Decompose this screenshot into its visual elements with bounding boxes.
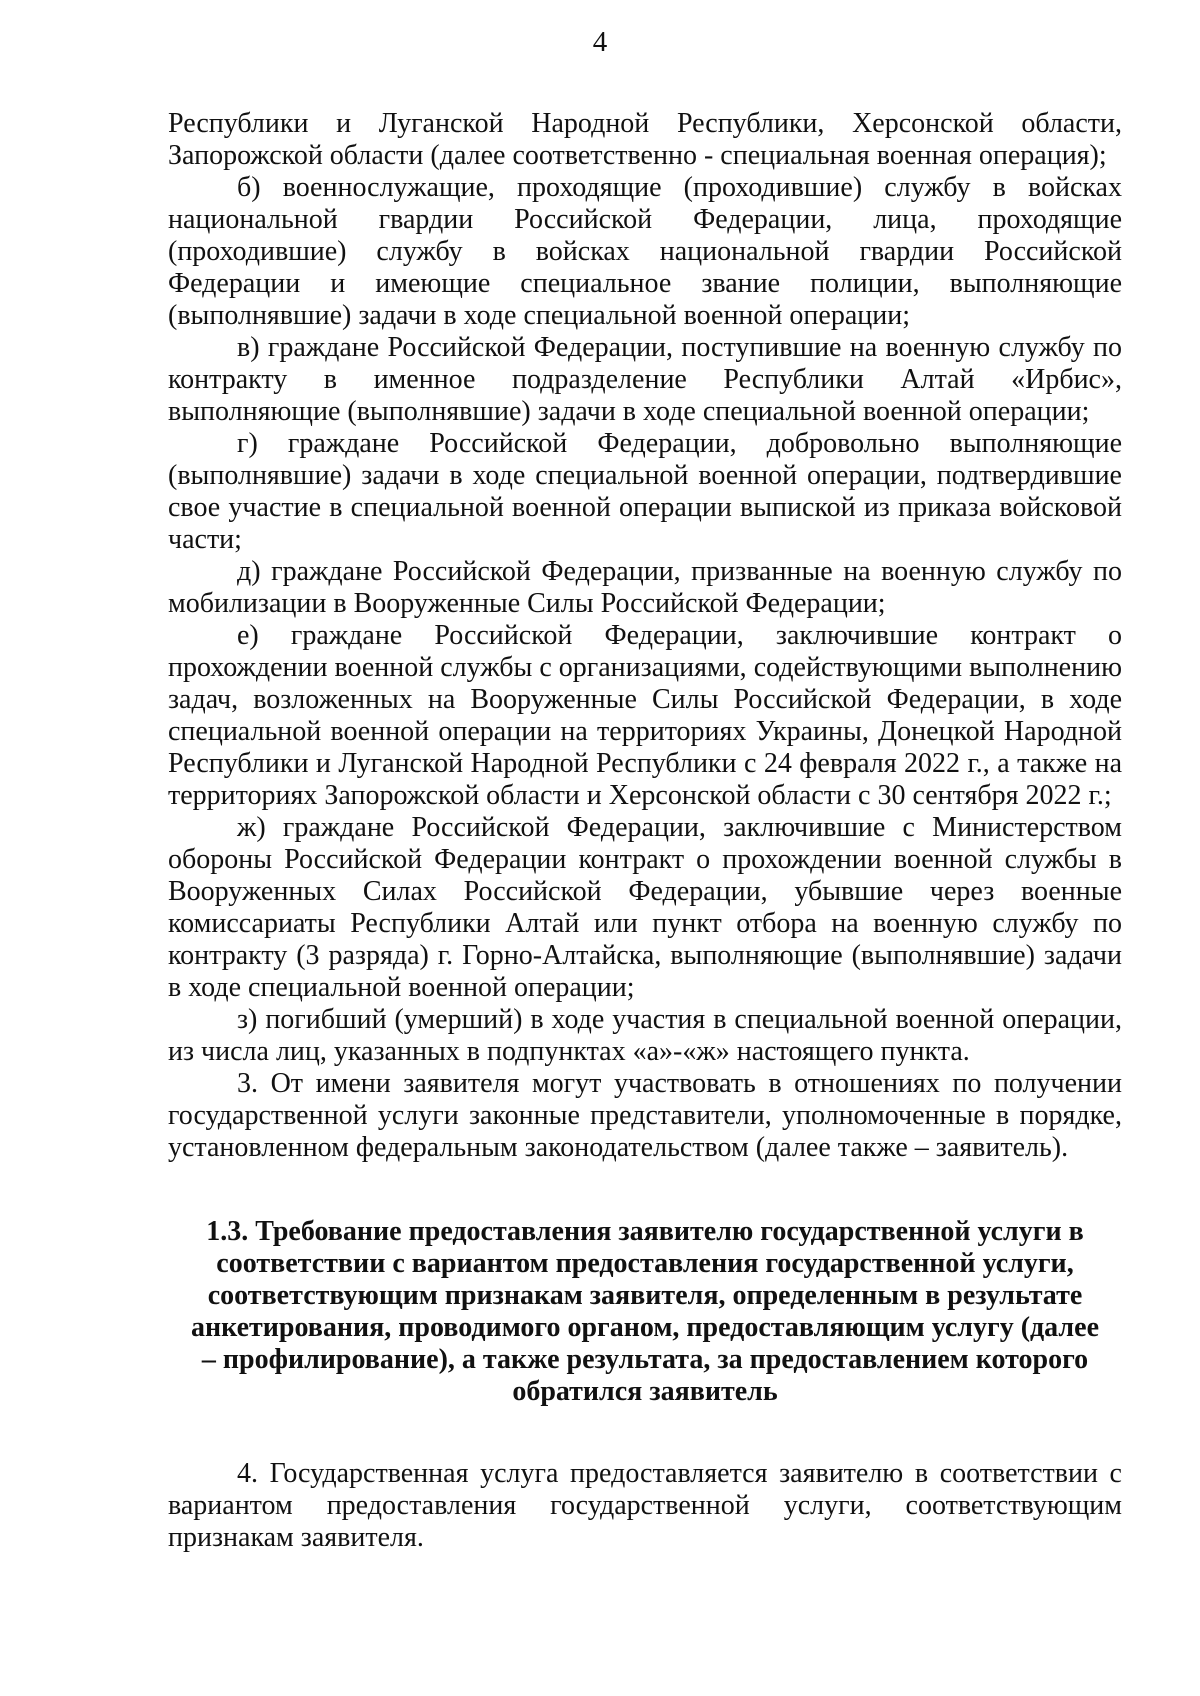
paragraph-item-e: е) граждане Российской Федерации, заключившие контракт о прохождении военной службы с организациями, содействующими выполнению задач, возложенных на Вооруженные Силы Российской Федерации, в ходе специальной военной операции на территориях Украины, Донецкой Народной Республики и Луганской Народной Республики с 24 февраля 2022 г., а также на территориях Запорожской области и Херсонской области с 30 сентября 2022 г.; [168, 620, 1122, 811]
paragraph-item-g: г) граждане Российской Федерации, добровольно выполняющие (выполнявшие) задачи в ходе специальной военной операции, подтвердившие свое участие в специальной военной операции выпиской из приказа войсковой части; [168, 428, 1122, 555]
paragraph-item-v: в) граждане Российской Федерации, поступившие на военную службу по контракту в именное подразделение Республики Алтай «Ирбис», выполняющие (выполнявшие) задачи в ходе специальной военной операции; [168, 332, 1122, 427]
paragraph-3: 3. От имени заявителя могут участвовать в отношениях по получении государственной услуги законные представители, уполномоченные в порядке, установленном федеральным законодательством (далее также – заявитель). [168, 1068, 1122, 1163]
paragraph-item-b: б) военнослужащие, проходящие (проходившие) службу в войсках национальной гвардии Российской Федерации, лица, проходящие (проходившие) службу в войсках национальной гвардии Российской Федерации и имеющие специальное звание полиции, выполняющие (выполнявшие) задачи в ходе специальной военной операции; [168, 172, 1122, 331]
section-heading: 1.3. Требование предоставления заявителю государственной услуги в соответствии с вариантом предоставления государственной услуги, соответствующим признакам заявителя, определенным в результате анкетирования, проводимого органом, предоставляющим услугу (далее – профилирование), а также результата, за предоставлением которого обратился заявитель [191, 1216, 1099, 1407]
paragraph-4: 4. Государственная услуга предоставляется заявителю в соответствии с вариантом предоставления государственной услуги, соответствующим признакам заявителя. [168, 1458, 1122, 1553]
paragraph-item-zh: ж) граждане Российской Федерации, заключившие с Министерством обороны Российской Федерации контракт о прохождении военной службы в Вооруженных Силах Российской Федерации, убывшие через военные комиссариаты Республики Алтай или пункт отбора на военную службу по контракту (3 разряда) г. Горно-Алтайска, выполняющие (выполнявшие) задачи в ходе специальной военной операции; [168, 812, 1122, 1003]
paragraph-continuation: Республики и Луганской Народной Республики, Херсонской области, Запорожской области (далее соответственно - специальная военная операция); [168, 108, 1122, 171]
paragraph-item-d: д) граждане Российской Федерации, призванные на военную службу по мобилизации в Вооруженные Силы Российской Федерации; [168, 556, 1122, 619]
document-body [168, 108, 1122, 1554]
paragraph-item-z: з) погибший (умерший) в ходе участия в специальной военной операции, из числа лиц, указанных в подпунктах «а»-«ж» настоящего пункта. [168, 1004, 1122, 1067]
page-number: 4 [592, 26, 608, 58]
